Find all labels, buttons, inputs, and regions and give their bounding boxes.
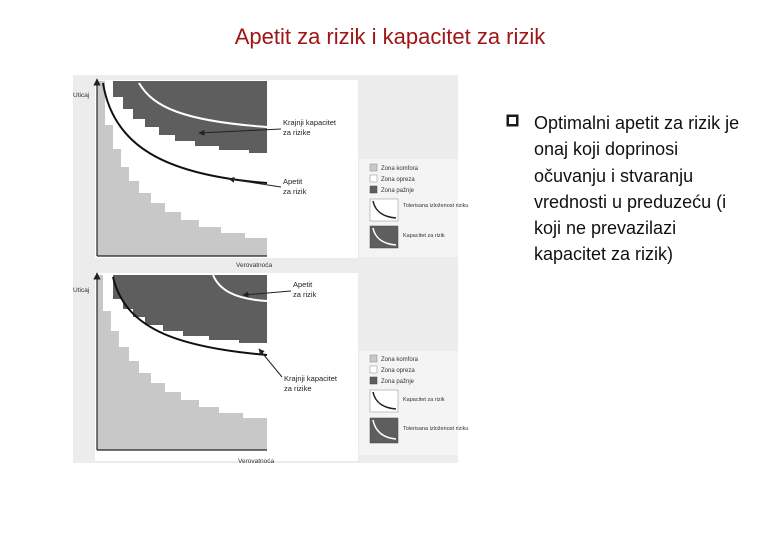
risk-appetite-figure — [73, 75, 469, 465]
top-legend-comfort: Zona komfora — [381, 166, 419, 172]
bottom-label-appetite-1: Apetit — [293, 280, 313, 289]
bottom-legend — [359, 351, 468, 455]
top-label-appetite-2: za rizik — [283, 187, 307, 196]
top-legend-caution: Zona opreza — [381, 177, 415, 183]
top-legend — [359, 159, 468, 257]
top-x-axis-label: Verovatnoća — [236, 262, 273, 269]
bottom-label-capacity-1: Krajnji kapacitet — [284, 374, 337, 383]
bottom-legend-tolerated: Tolerisana izloženost riziku — [403, 426, 469, 432]
bottom-legend-comfort: Zona komfora — [381, 357, 419, 363]
bottom-y-axis-label: Uticaj — [73, 287, 90, 294]
top-label-capacity-1: Krajnji kapacitet — [283, 118, 336, 127]
bottom-x-axis-label: Verovatnoća — [238, 458, 275, 465]
slide-title: Apetit za rizik i kapacitet za rizik — [234, 24, 546, 49]
bottom-label-appetite-2: za rizik — [293, 290, 317, 299]
bullet-text: Optimalni apetit za rizik je onaj koji doprinosi očuvanju i stvaranju vrednosti u preduzeću (i koji ne prevazilazi kapacitet za rizik) — [534, 113, 740, 265]
bottom-label-capacity-2: za rizike — [284, 384, 312, 393]
bottom-legend-capacity: Kapacitet za rizik — [403, 397, 445, 403]
top-legend-attention: Zona pažnje — [381, 188, 415, 194]
top-label-appetite-1: Apetit — [283, 177, 303, 186]
bottom-legend-attention: Zona pažnje — [381, 379, 415, 385]
top-y-axis-label: Uticaj — [73, 92, 90, 99]
checkbox-bullet-icon — [506, 114, 519, 127]
bottom-legend-caution: Zona opreza — [381, 368, 415, 374]
top-label-capacity-2: za rizike — [283, 128, 311, 137]
top-legend-tolerated: Tolerisana izloženost riziku — [403, 203, 469, 209]
top-legend-capacity: Kapacitet za rizik — [403, 233, 445, 239]
